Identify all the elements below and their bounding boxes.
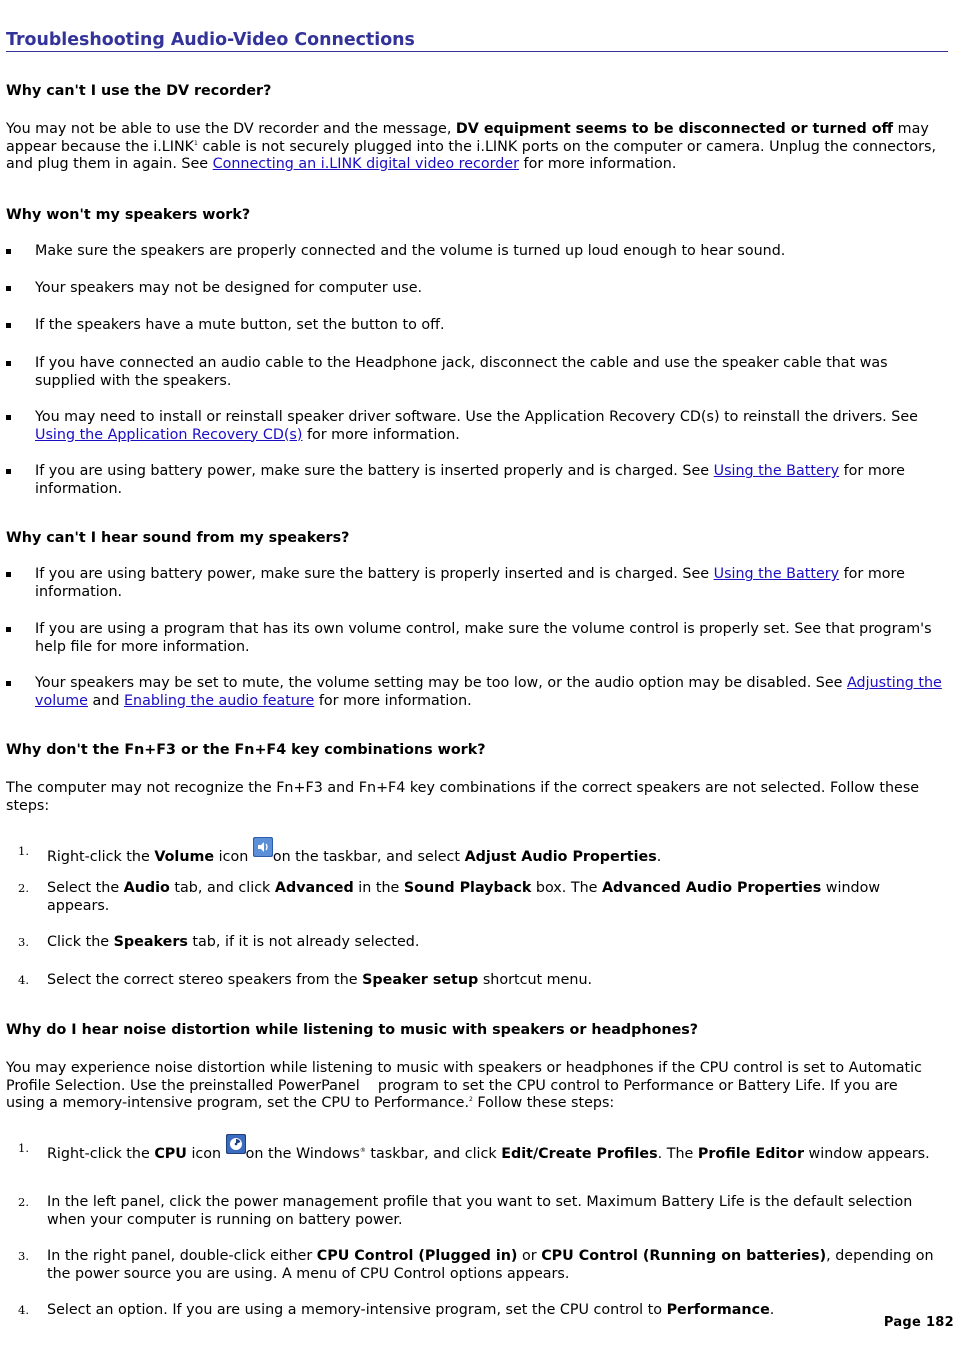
link-application-recovery-cds[interactable]: Using the Application Recovery CD(s) xyxy=(35,426,303,443)
link-adjusting-the-volume[interactable]: Adjusting the volume xyxy=(35,675,942,709)
bullet xyxy=(6,681,11,686)
bullet xyxy=(6,627,11,632)
list-item: If you have connected an audio cable to the Headphone jack, disconnect the cable and use the speaker cable that was supplied with the speakers. xyxy=(6,355,942,390)
dv-error-message: DV equipment seems to be disconnected or turned off xyxy=(455,121,894,137)
link-using-the-battery[interactable]: Using the Battery xyxy=(713,463,840,479)
question-dv-recorder: Why can't I use the DV recorder? xyxy=(6,83,272,99)
list-item: 3. In the right panel, double-click either CPU Control (Plugged in) or CPU Control (Running on batteries), depending on the power source you are using. A menu of CPU Control options appears. xyxy=(18,1248,934,1282)
list-item: 1. Right-click the CPU icon on the Windows® taskbar, and click Edit/Create Profiles. The Profile Editor window appears. xyxy=(6,1140,942,1164)
link-using-the-battery[interactable]: Using the Battery xyxy=(713,566,840,582)
bullet xyxy=(6,361,11,366)
list-item: If you are using battery power, make sure the battery is inserted properly and is charged. See Using the Battery for more information. xyxy=(6,463,942,498)
list-item: If you are using a program that has its own volume control, make sure the volume control is properly set. See that program's help file for more information. xyxy=(6,621,942,656)
cpu-icon xyxy=(226,1134,246,1154)
list-item: Make sure the speakers are properly connected and the volume is turned up loud enough to hear sound. xyxy=(6,243,942,261)
list-item: 1. Right-click the Volume icon on the taskbar, and select Adjust Audio Properties. xyxy=(6,843,942,867)
list-item: If the speakers have a mute button, set the button to off. xyxy=(6,317,942,335)
link-connecting-ilink-recorder[interactable]: Connecting an i.LINK digital video recorder xyxy=(212,156,519,172)
volume-icon xyxy=(253,837,273,857)
list-item: 3. Click the Speakers tab, if it is not already selected. xyxy=(18,934,420,950)
link-enabling-audio-feature[interactable]: Enabling the audio feature xyxy=(123,692,315,709)
list-item: You may need to install or reinstall speaker driver software. Use the Application Recovery CD(s) to reinstall the drivers. See Using the Application Recovery CD(s) for more information. xyxy=(6,409,942,444)
bullet xyxy=(6,323,11,328)
bullet xyxy=(6,249,11,254)
list-item: 2. In the left panel, click the power management profile that you want to set. Maximum Battery Life is the default selection when your computer is running on battery power. xyxy=(18,1194,913,1228)
question-hear-sound: Why can't I hear sound from my speakers? xyxy=(6,530,350,546)
question-noise-distortion: Why do I hear noise distortion while listening to music with speakers or headphones? xyxy=(6,1022,699,1038)
list-item: 4. Select the correct stereo speakers from the Speaker setup shortcut menu. xyxy=(18,972,593,988)
list-item: If you are using battery power, make sure the battery is properly inserted and is charged. See Using the Battery for more information. xyxy=(6,566,942,601)
list-item: Your speakers may be set to mute, the volume setting may be too low, or the audio option may be disabled. See Adjusting the volume and Enabling the audio feature for more information. xyxy=(6,675,942,710)
question-fn-keys: Why don't the Fn+F3 or the Fn+F4 key combinations work? xyxy=(6,742,486,758)
page-number: Page 182 xyxy=(883,1315,954,1330)
page-title: Troubleshooting Audio-Video Connections xyxy=(6,29,948,52)
dv-paragraph: You may not be able to use the DV recorder and the message, DV equipment seems to be disconnected or turned off may appear because the i.LINK$^1$ cable is not securely plugged into the i.LINK ports on the computer or camera. Unplug the connectors, and plug them in again. See Connecting an i.LINK digital video recorder for more information. xyxy=(6,121,937,172)
noise-intro: You may experience noise distortion while listening to music with speakers or headphones if the CPU control is set to Automatic Profile Selection. Use the preinstalled PowerPanel program to set the CPU control to Performance or Battery Life. If you are using a memory-intensive program, set the CPU to Performance.$^2$ Follow these steps: xyxy=(6,1060,922,1111)
footnote-2[interactable]: 2 xyxy=(469,1096,473,1104)
bullet xyxy=(6,415,11,420)
bullet xyxy=(6,572,11,577)
footnote-1[interactable]: 1 xyxy=(194,139,198,147)
list-item: Your speakers may not be designed for computer use. xyxy=(6,280,942,298)
question-speakers-work: Why won't my speakers work? xyxy=(6,207,251,223)
bullet xyxy=(6,286,11,291)
list-item: 2. Select the Audio tab, and click Advanced in the Sound Playback box. The Advanced Audio Properties window appears. xyxy=(18,880,881,914)
fn-keys-intro: The computer may not recognize the Fn+F3 and Fn+F4 key combinations if the correct speakers are not selected. Follow these steps: xyxy=(6,780,920,814)
bullet xyxy=(6,469,11,474)
list-item: 4. Select an option. If you are using a memory-intensive program, set the CPU control to Performance. xyxy=(18,1302,775,1318)
